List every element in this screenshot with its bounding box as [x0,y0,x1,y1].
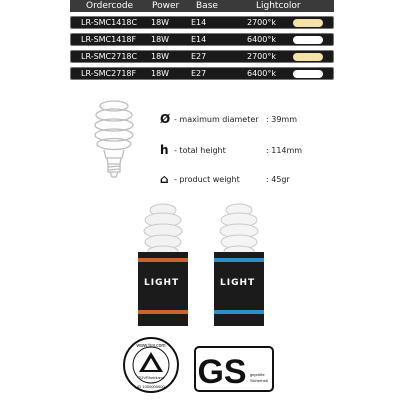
spec-table [70,0,334,80]
package-warm [138,198,188,326]
spec-label: - maximum diameter [174,114,259,124]
color-swatch [293,53,323,61]
cell-ordercode: LR-SMC1418C [81,18,138,27]
package-box [138,252,188,326]
package-box [214,252,264,326]
color-swatch [293,36,323,44]
package-cold [214,198,264,326]
gs-letters: GS [197,353,247,391]
cell-lightcolor: 2700°k [247,52,276,61]
tuv-name: TÜVRheinland [137,375,165,380]
tuv-rheinland-logo [116,336,186,394]
spiral-lamp-drawing [92,98,140,180]
bulb-image [138,198,188,258]
cell-ordercode: LR-SMC2718C [81,52,138,61]
height-icon: h [160,143,169,157]
tuv-url: www.tuv.com [136,343,166,349]
gs-sub1: geprüfte [250,372,265,377]
cell-ordercode: LR-SMC2718F [81,69,137,78]
cell-lightcolor: 6400°k [247,35,276,44]
bulb-image [214,198,264,258]
color-swatch [293,19,323,27]
cell-base: E27 [191,69,207,78]
color-stripe [138,310,188,314]
table-header [70,0,334,12]
cell-lightcolor: 2700°k [247,18,276,27]
package-brand: LIGHT [144,278,180,288]
header-lightcolor: Lightcolor [256,1,301,11]
header-power: Power [152,1,180,11]
cell-power: 18W [151,35,170,44]
table-row [70,67,334,80]
table-row [70,50,334,63]
gs-mark-logo [194,346,274,392]
package-brand: LIGHT [220,278,256,288]
spec-label: - product weight [174,174,240,184]
spec-value: : 45gr [266,174,290,184]
gs-sub2: Sicherheit [250,378,268,383]
table-row [70,33,334,46]
cell-power: 18W [151,52,170,61]
color-swatch [293,70,323,78]
header-ordercode: Ordercode [86,1,134,11]
cell-base: E27 [191,52,207,61]
cell-base: E14 [191,18,207,27]
cell-power: 18W [151,18,170,27]
spec-value: : 39mm [266,114,298,124]
tuv-id: ID 1000000000 [137,384,165,389]
spec-value: : 114mm [266,145,303,155]
weight-icon: ⌂ [160,172,169,186]
table-row [70,16,334,29]
spec-label: - total height [174,145,226,155]
cell-base: E14 [191,35,207,44]
cell-ordercode: LR-SMC1418F [81,35,137,44]
cell-lightcolor: 6400°k [247,69,276,78]
color-stripe [138,258,188,262]
color-stripe [214,310,264,314]
diameter-icon: Ø [160,112,171,126]
cell-power: 18W [151,69,170,78]
color-stripe [214,258,264,262]
header-base: Base [196,1,218,11]
